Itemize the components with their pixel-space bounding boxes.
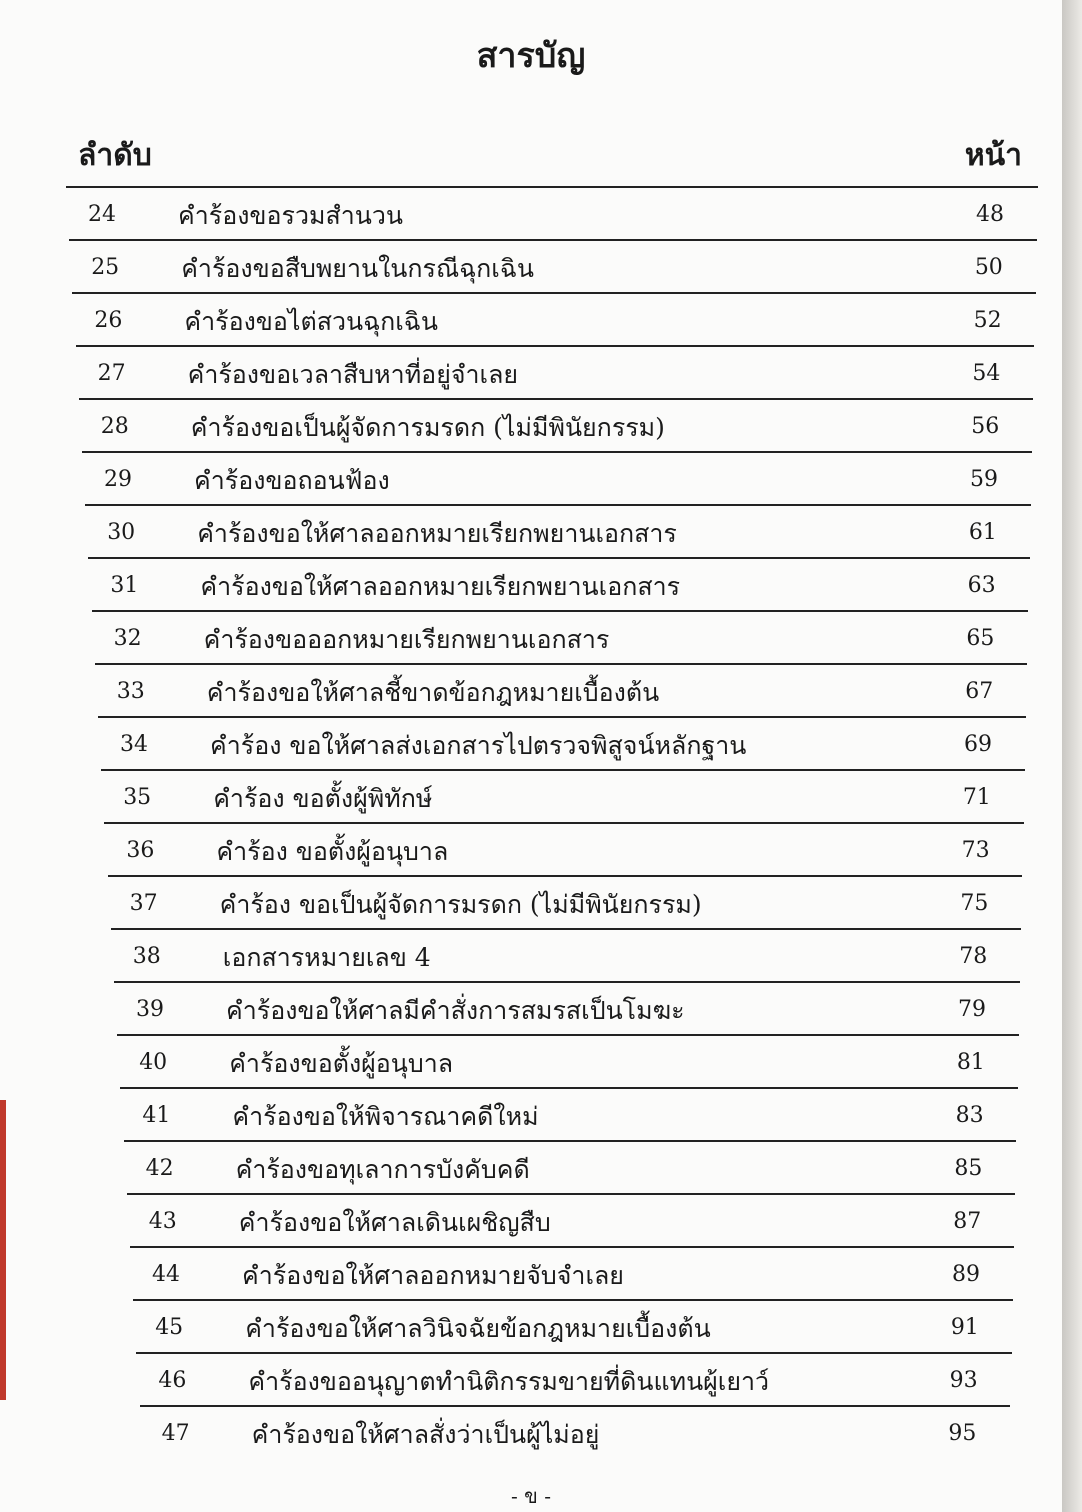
toc-entry-number: 46 <box>158 1368 187 1393</box>
toc-entry <box>88 557 1029 610</box>
toc-entry <box>130 1246 1014 1299</box>
toc-entry-page: 63 <box>967 573 996 598</box>
toc-entry-title: คำร้องขอสืบพยานในกรณีฉุกเฉิน <box>181 254 534 283</box>
toc-entry-number: 25 <box>91 255 120 280</box>
table-of-contents <box>0 186 1062 1476</box>
toc-entry <box>72 292 1035 345</box>
page-edge <box>1062 0 1082 1512</box>
column-header-number: ลำดับ <box>78 138 152 173</box>
toc-entry-title: คำร้อง ขอตั้งผู้พิทักษ์ <box>213 784 433 813</box>
toc-entry-number: 31 <box>110 573 139 598</box>
toc-entry-number: 32 <box>113 626 142 651</box>
toc-entry <box>140 1405 1011 1458</box>
toc-entry-title: คำร้องขอรวมสำนวน <box>178 201 403 230</box>
toc-entry-page: 81 <box>956 1050 985 1075</box>
toc-entry-number: 40 <box>139 1050 168 1075</box>
toc-entry-page: 75 <box>960 891 989 916</box>
toc-entry-page: 54 <box>972 361 1001 386</box>
toc-entry <box>101 769 1025 822</box>
toc-entry-page: 85 <box>954 1156 983 1181</box>
toc-entry-title: คำร้อง ขอให้ศาลส่งเอกสารไปตรวจพิสูจน์หลักฐาน <box>210 731 747 760</box>
toc-entry-title: คำร้องขอทุเลาการบังคับคดี <box>235 1155 530 1184</box>
toc-entry-title: คำร้องขอให้ศาลวินิจฉัยข้อกฎหมายเบื้องต้น <box>245 1314 711 1343</box>
toc-entry-number: 44 <box>152 1262 180 1287</box>
page-title: สารบัญ <box>476 36 586 76</box>
toc-entry-page: 73 <box>961 838 990 863</box>
toc-entry-title: คำร้องขอให้ศาลออกหมายเรียกพยานเอกสาร <box>200 572 681 601</box>
toc-entry <box>136 1352 1011 1405</box>
toc-entry-title: คำร้องขอให้ศาลออกหมายเรียกพยานเอกสาร <box>197 519 677 548</box>
toc-entry-title: คำร้องขอให้ศาลชี้ขาดข้อกฎหมายเบื้องต้น <box>206 678 660 707</box>
toc-entry-title: คำร้องขอเวลาสืบหาที่อยู่จำเลย <box>187 360 519 389</box>
toc-entry-number: 27 <box>97 361 126 386</box>
toc-entry-page: 93 <box>949 1368 978 1393</box>
toc-entry <box>85 504 1031 557</box>
toc-entry-number: 39 <box>136 997 164 1022</box>
toc-entry-number: 30 <box>107 520 136 545</box>
toc-entry-page: 48 <box>976 202 1004 227</box>
toc-entry <box>133 1299 1013 1352</box>
toc-entry-page: 50 <box>974 255 1003 280</box>
toc-entry-number: 37 <box>129 891 158 916</box>
toc-entry <box>92 610 1029 663</box>
toc-entry <box>104 822 1023 875</box>
toc-entry-page: 95 <box>948 1421 977 1446</box>
toc-entry-page: 71 <box>962 785 991 810</box>
toc-entry-title: คำร้องขอเป็นผู้จัดการมรดก (ไม่มีพินัยกรรม) <box>190 413 665 442</box>
toc-entry-page: 67 <box>965 679 994 704</box>
toc-entry-number: 26 <box>94 308 123 333</box>
toc-entry-number: 24 <box>88 202 116 227</box>
toc-entry-number: 34 <box>120 732 148 757</box>
toc-entry-number: 45 <box>155 1315 184 1340</box>
toc-entry-number: 47 <box>161 1421 190 1446</box>
toc-entry-page: 69 <box>964 732 992 757</box>
toc-entry-page: 56 <box>971 414 1000 439</box>
toc-entry-title: คำร้องขอให้ศาลเดินเผชิญสืบ <box>238 1208 551 1237</box>
toc-entry-title: คำร้อง ขอเป็นผู้จัดการมรดก (ไม่มีพินัยกรรม) <box>219 890 702 919</box>
toc-entry <box>120 1087 1017 1140</box>
toc-entry-page: 59 <box>970 467 998 492</box>
toc-entry-title: คำร้องขอให้ศาลออกหมายจับจำเลย <box>242 1261 624 1290</box>
toc-entry <box>79 398 1033 451</box>
toc-entry-number: 28 <box>100 414 129 439</box>
toc-entry-page: 79 <box>958 997 986 1022</box>
toc-entry <box>127 1193 1015 1246</box>
toc-entry-number: 35 <box>123 785 152 810</box>
toc-entry-page: 61 <box>968 520 997 545</box>
toc-entry-page: 87 <box>953 1209 982 1234</box>
background-edge <box>0 1100 6 1400</box>
toc-entry <box>66 186 1038 239</box>
toc-entry-number: 42 <box>145 1156 174 1181</box>
toc-entry-title: เอกสารหมายเลข 4 <box>222 943 431 972</box>
toc-entry-title: คำร้องขอออกหมายเรียกพยานเอกสาร <box>203 625 610 654</box>
toc-entry-title: คำร้องขอให้ศาลมีคำสั่งการสมรสเป็นโมฆะ <box>226 996 685 1025</box>
toc-entry <box>108 875 1023 928</box>
toc-entry-number: 33 <box>116 679 145 704</box>
toc-entry-page: 89 <box>952 1262 980 1287</box>
toc-entry-page: 91 <box>950 1315 979 1340</box>
toc-entry <box>95 663 1027 716</box>
toc-entry-page: 83 <box>955 1103 984 1128</box>
toc-entry <box>76 345 1035 398</box>
toc-entry-page: 52 <box>973 308 1002 333</box>
page-footer: - ข - <box>511 1484 551 1508</box>
toc-entry-page: 78 <box>959 944 988 969</box>
column-header-page: หน้า <box>964 138 1022 173</box>
toc-entry-page: 65 <box>966 626 995 651</box>
toc-entry <box>111 928 1021 981</box>
toc-entry-title: คำร้องขอไต่สวนฉุกเฉิน <box>184 307 438 336</box>
toc-entry-title: คำร้องขอให้ศาลสั่งว่าเป็นผู้ไม่อยู่ <box>251 1420 600 1449</box>
toc-entry-title: คำร้องขออนุญาตทำนิติกรรมขายที่ดินแทนผู้เยาว์ <box>248 1367 770 1396</box>
toc-entry-number: 41 <box>142 1103 171 1128</box>
toc-entry-number: 38 <box>132 944 161 969</box>
toc-entry <box>124 1140 1017 1193</box>
toc-entry-title: คำร้องขอถอนฟ้อง <box>194 466 390 495</box>
toc-entry-title: คำร้องขอตั้งผู้อนุบาล <box>229 1049 454 1078</box>
toc-entry-number: 43 <box>148 1209 177 1234</box>
toc-entry <box>69 239 1037 292</box>
toc-entry <box>98 716 1026 769</box>
toc-entry <box>82 451 1032 504</box>
toc-entry-title: คำร้องขอให้พิจารณาคดีใหม่ <box>232 1102 539 1131</box>
toc-entry-number: 36 <box>126 838 155 863</box>
toc-entry <box>117 1034 1019 1087</box>
toc-entry-title: คำร้อง ขอตั้งผู้อนุบาล <box>216 837 449 866</box>
toc-entry <box>114 981 1020 1034</box>
toc-entry-number: 29 <box>104 467 132 492</box>
